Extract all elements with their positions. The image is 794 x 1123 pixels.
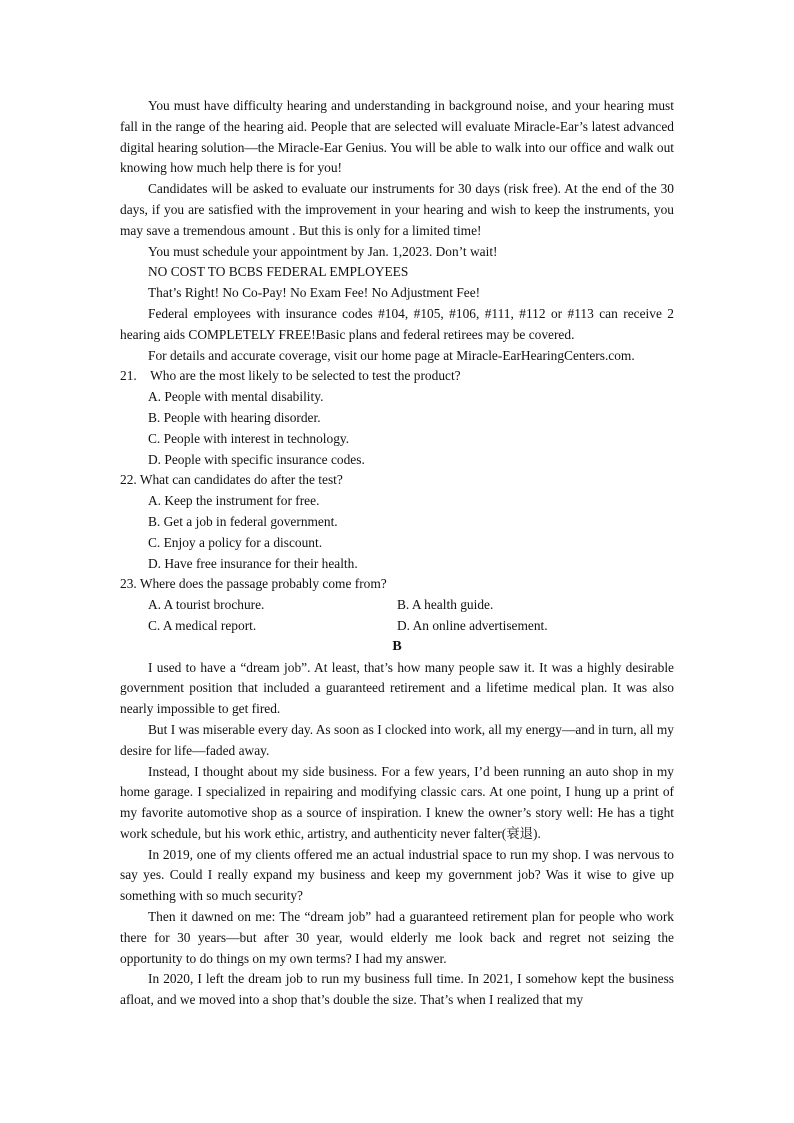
passage-a-paragraph-5: That’s Right! No Co-Pay! No Exam Fee! No Adjustment Fee! — [148, 285, 481, 301]
question-23 — [120, 574, 674, 636]
option-d: D. Have free insurance for their health. — [148, 555, 358, 571]
option-a: A. People with mental disability. — [148, 389, 324, 405]
passage-b-paragraph-6: In 2020, I left the dream job to run my business full time. In 2021, I somehow kept the business afloat, and we moved into a shop that’s double the size. That’s when I realized that my — [120, 971, 674, 1008]
passage-a-paragraph-4: NO COST TO BCBS FEDERAL EMPLOYEES — [148, 264, 409, 280]
options-row-1 — [120, 595, 674, 616]
option-b: B. People with hearing disorder. — [148, 409, 321, 425]
passage-a-paragraph-3: You must schedule your appointment by Jan. 1,2023. Don’t wait! — [148, 243, 498, 259]
passage-b-paragraph-5: Then it dawned on me: The “dream job” had a guaranteed retirement plan for people who work there for 30 years—but after 30 year, would elderly me look back and regret not seizing the opportunity to do things on my own terms? I had my answer. — [120, 909, 674, 966]
option-c: C. Enjoy a policy for a discount. — [148, 534, 323, 550]
question-stem: 21. Who are the most likely to be selected to test the product? — [120, 368, 461, 384]
option-c: C. People with interest in technology. — [148, 430, 350, 446]
passage-a-paragraph-6: Federal employees with insurance codes #104, #105, #106, #111, #112 or #113 can receive 2 hearing aids COMPLETELY FREE!Basic plans and federal retirees may be covered. — [120, 305, 674, 342]
option-b: B. Get a job in federal government. — [148, 513, 338, 529]
passage-a-paragraph-7: For details and accurate coverage, visit our home page at Miracle-EarHearingCenters.com. — [148, 347, 635, 363]
options-row-2 — [120, 616, 674, 637]
passage-b-paragraph-2: But I was miserable every day. As soon as I clocked into work, all my energy—and in turn, all my desire for life—faded away. — [120, 721, 674, 758]
section-heading: B — [392, 638, 402, 654]
question-21 — [120, 366, 674, 470]
option-b: B. A health guide. — [397, 597, 494, 613]
passage-b-paragraph-1: I used to have a “dream job”. At least, that’s how many people saw it. It was a highly desirable government position that included a guaranteed retirement and a lifetime medical plan. It was also nearly impossible to get fired. — [120, 659, 674, 717]
question-stem: 22. What can candidates do after the test? — [120, 472, 343, 488]
passage-a — [120, 96, 674, 366]
passage-b — [120, 637, 674, 1011]
option-d: D. People with specific insurance codes. — [148, 451, 365, 467]
option-c: C. A medical report. — [148, 617, 257, 633]
question-22 — [120, 470, 674, 574]
passage-b-paragraph-4: In 2019, one of my clients offered me an actual industrial space to run my shop. I was nervous to say yes. Could I really expand my business and keep my government job? Was it wise to give up something with so much security? — [120, 846, 674, 904]
option-d: D. An online advertisement. — [397, 617, 548, 633]
exam-page — [120, 96, 674, 1011]
option-a: A. A tourist brochure. — [148, 597, 265, 613]
passage-a-paragraph-1: You must have difficulty hearing and understanding in background noise, and your hearing must fall in the range of the hearing aid. People that are selected will evaluate Miracle-Ear’s latest advanced digital hearing solution—the Miracle-Ear Genius. You will be able to walk into our office and walk out knowing how much help there is for you! — [120, 98, 674, 176]
question-stem: 23. Where does the passage probably come from? — [120, 576, 387, 592]
passage-a-paragraph-2: Candidates will be asked to evaluate our instruments for 30 days (risk free). At the end of the 30 days, if you are satisfied with the improvement in your hearing and wish to keep the instruments, you may save a tremendous amount . But this is only for a limited time! — [120, 181, 674, 238]
passage-b-paragraph-3: Instead, I thought about my side business. For a few years, I’d been running an auto shop in my home garage. I specialized in repairing and modifying classic cars. At one point, I hung up a print of my favorite automotive shop as a source of inspiration. I knew the owner’s story well: He has a tight work schedule, but his work ethic, artistry, and authenticity never falter(衰退). — [120, 763, 674, 841]
option-a: A. Keep the instrument for free. — [148, 493, 320, 509]
